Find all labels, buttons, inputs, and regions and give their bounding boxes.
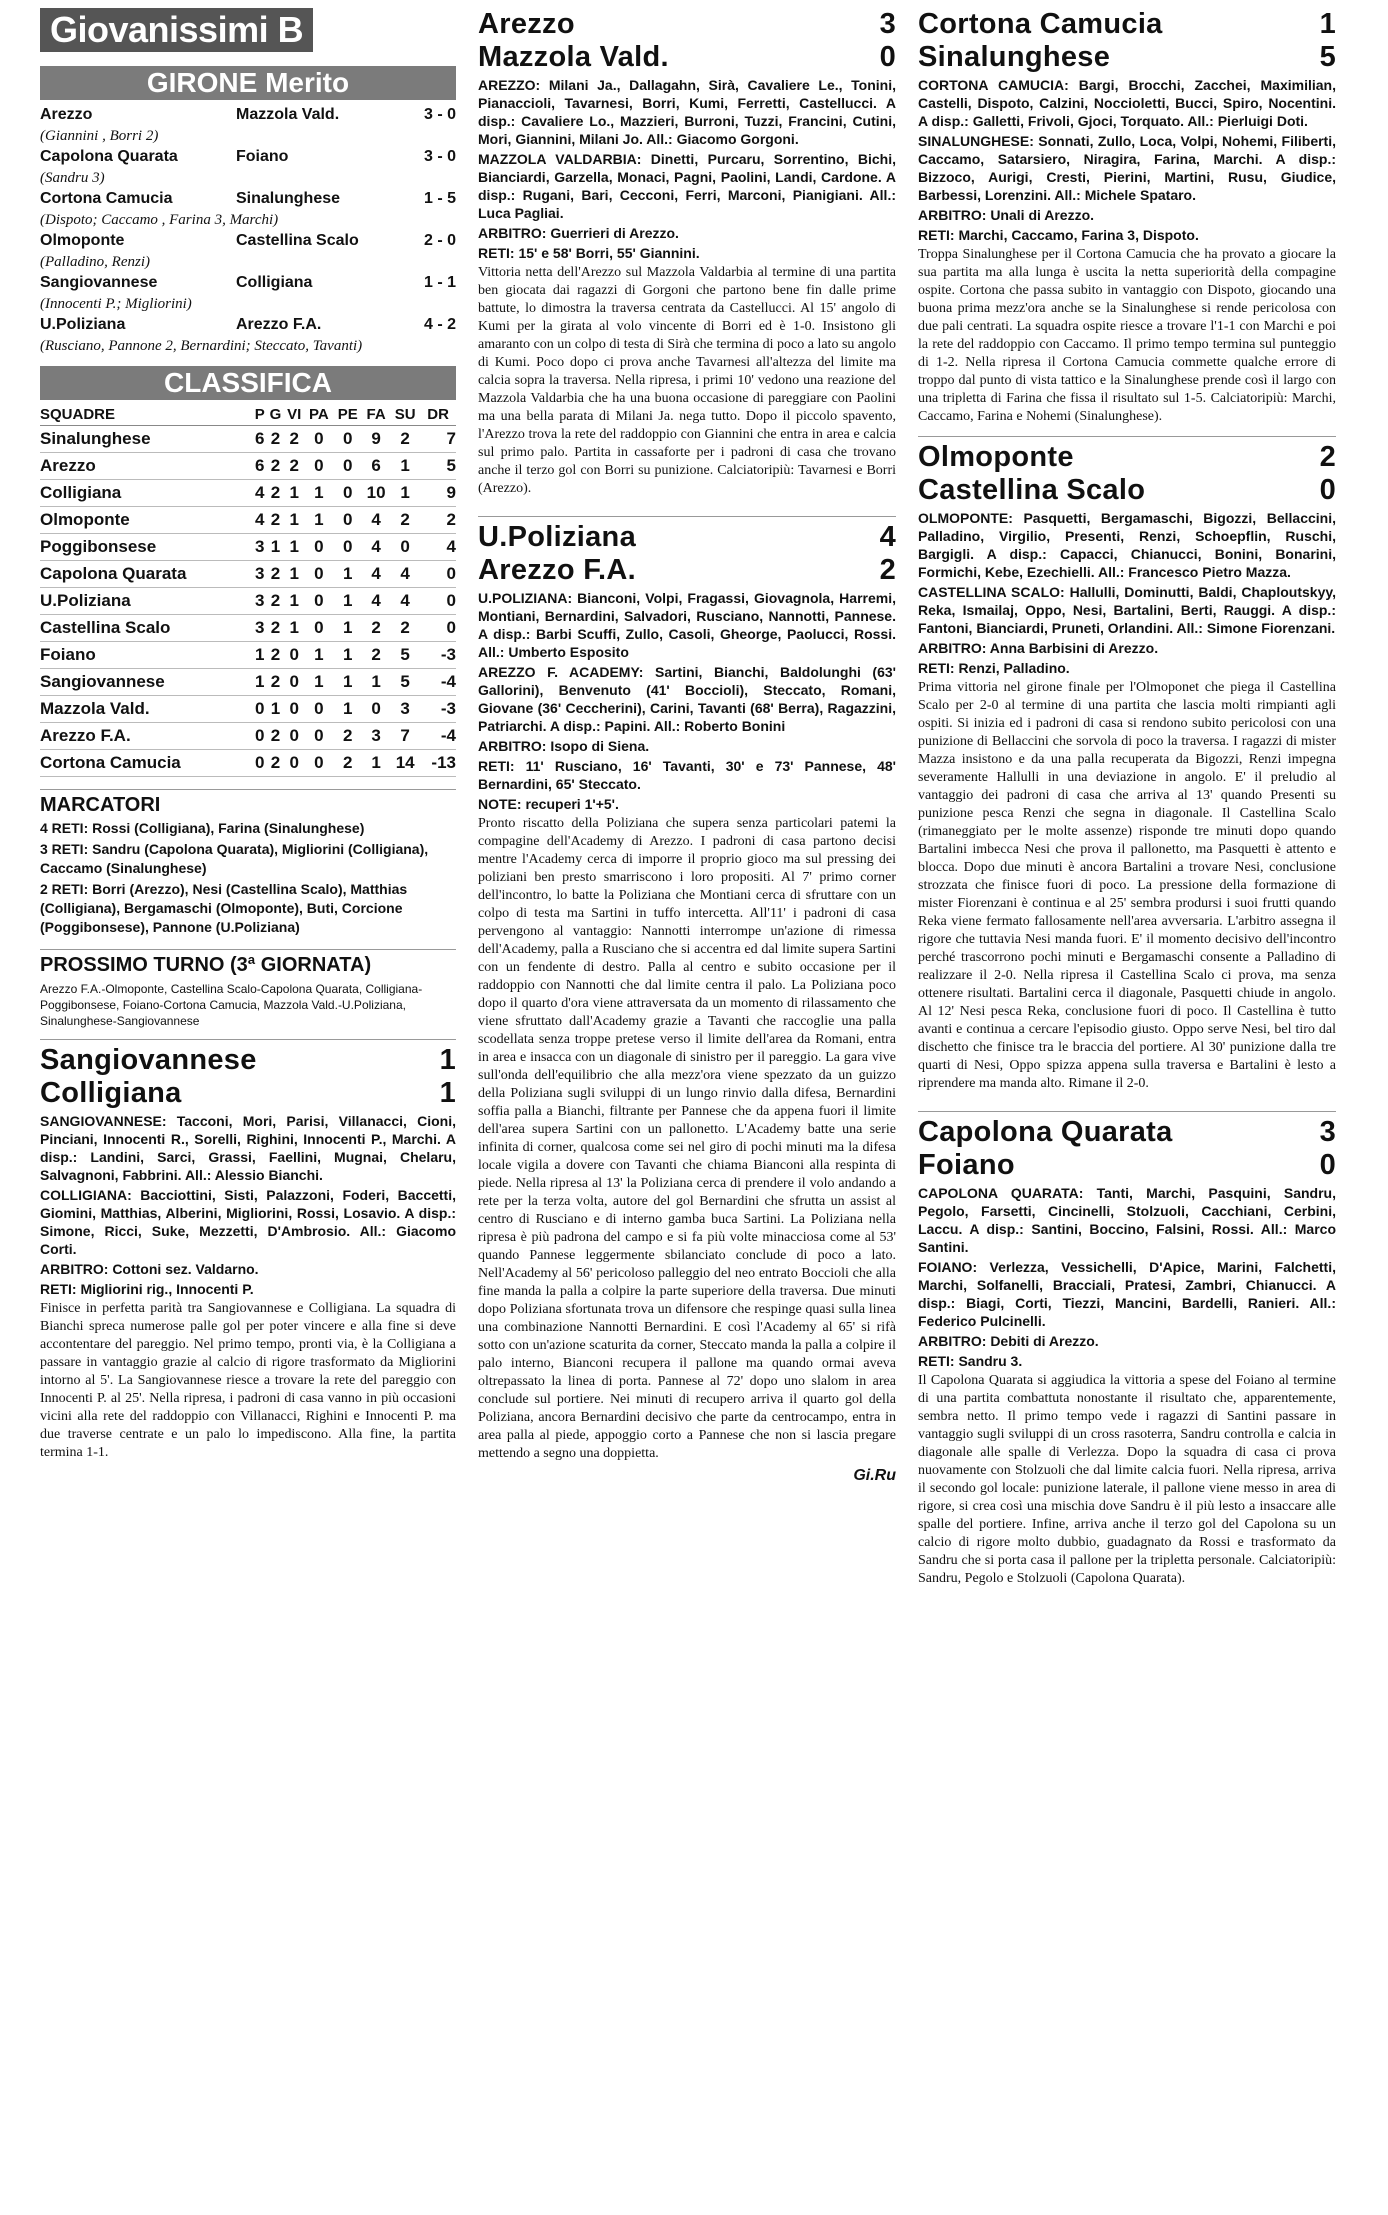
table-row [40, 588, 456, 615]
column-right [918, 8, 1336, 1588]
home-score: 2 [1319, 441, 1336, 473]
stat-cell: 1 [333, 561, 362, 588]
lineup-paragraph: NOTE: recuperi 1'+5'. [478, 796, 619, 812]
stat-cell: -4 [420, 723, 456, 750]
stat-cell: 1 [284, 534, 305, 561]
stat-cell: 2 [267, 426, 284, 453]
score: 2 - 0 [423, 232, 456, 249]
match-report [918, 436, 1336, 1093]
lineup-paragraph: RETI: Sandru 3. [918, 1353, 1023, 1369]
stat-cell: 1 [333, 642, 362, 669]
stat-cell: 2 [333, 723, 362, 750]
standings-table [40, 404, 456, 777]
column-header: PA [305, 404, 334, 426]
stat-cell: 2 [362, 615, 390, 642]
home-team: Arezzo [40, 106, 93, 123]
stat-cell: 0 [305, 750, 334, 777]
table-row [40, 507, 456, 534]
team-name: Arezzo [40, 453, 253, 480]
stat-cell: 0 [305, 615, 334, 642]
stat-cell: 4 [390, 588, 420, 615]
stat-cell: 1 [284, 588, 305, 615]
home-team: Arezzo [478, 8, 575, 40]
stat-cell: 0 [333, 534, 362, 561]
team-name: Olmoponte [40, 507, 253, 534]
match-header [478, 41, 896, 74]
home-score: 1 [1319, 8, 1336, 40]
stat-cell: 0 [305, 453, 334, 480]
team-name: Capolona Quarata [40, 561, 253, 588]
match-summary: Prima vittoria nel girone finale per l'Olmoponet che piega il Castellina Scalo per 2-0 al termine di una partita che lascia molti rimpianti agli ospiti. Si inizia ed i padroni di casa si rendono subito pericolosi con una punizione di Bellaccini che sorvola di poco la traversa. I ragazzi di mister Mazza insistono e da una palla recuperata da Bigozzi, Renzi impegna severamente Hallulli in una deviazione in angolo. E' il preludio al vantaggio dei padroni di casa che arriva al 13' quando Presenti su punizione pesca Renzi che segna in diagonale. Il Castellina Scalo (rimaneggiato per le molte assenze) risponde tre minuti dopo quando Bartalini imbecca Nesi che prova il pallonetto, ma Pasquetti è attento e blocca. Dopo due minuti è ancora Bartalini a trovare Nesi, conclusione strozzata che finisce fuori di poco. La pressione della formazione di mister Fiorenzani è continua e al 25' sembra prodursi i suoi frutti quando Reka viene fermato fallosamente nell'area avversaria. L'arbitro assegna il rigore che tuttavia Nesi manda fuori. E' il momento decisivo dell'incontro perché trascorrono pochi minuti e Bergamaschi consente a Palladino di realizzare il 2-0. Nella ripresa il Castellina Scalo ci prova, ma senza ottenere risultati. Bartalini cerca il diagonale, Pasquetti chiude in angolo. Al 12' Nesi pesca Reka, conclusione fuori di poco. Il Castellina è tutto avanti e continua a cercare l'episodio giusto. Oppo serve Nesi, bel tiro dal dischetto che finisce tra le braccia del portiere. Al 30' punizione dalla tre quarti di Nesi, Oppo spizza appena sulla traversa e Bartalini è lesto a riprendere ma manda alto. Rimane il 2-0. [918, 680, 1336, 1091]
stat-cell: 6 [253, 426, 268, 453]
lineup-paragraph: COLLIGIANA: Bacciottini, Sisti, Palazzoni, Foderi, Baccetti, Giomini, Matthias, Alberini, Migliorini, Rossi, Losavio. A disp.: Simone, Ricci, Suke, Mezzetti, D'Ambrosio. All.: Giacomo Corti. [40, 1187, 456, 1257]
team-name: Sinalunghese [40, 426, 253, 453]
lineup-paragraph: AREZZO F. ACADEMY: Sartini, Bianchi, Baldolunghi (63' Gallorini), Benvenuto (41' Boccioli), Steccato, Romani, Giovane (36' Ceccherini), Carini, Tavanti (68' Berra), Ragazzini, Patriarchi. A disp.: Papini. All.: Roberto Bonini [478, 664, 896, 734]
match-summary: Finisce in perfetta parità tra Sangiovannese e Colligiana. La squadra di Bianchi spreca numerose palle gol per poter vincere e alla fine si deve accontentare del pareggio. Nel primo tempo, pronti via, è la Colligiana a passare in vantaggio grazie al calcio di rigore trasformato da Migliorini intorno al 5'. La Sangiovannese riesce a trovare la rete del pareggio con Innocenti P. al 25'. Nella ripresa, i padroni di casa vanno in più occasioni vicini alla rete del raddoppio con Villanacci, Righini e Innocenti P. ma due traverse centrate e un palo lo impediscono. Alla fine, la partita termina 1-1. [40, 1301, 456, 1460]
match-report [40, 1039, 456, 1462]
scorers-line: (Giannini , Borri 2) [40, 128, 159, 144]
table-row [40, 426, 456, 453]
stat-cell: 2 [267, 750, 284, 777]
marcatori-list [40, 819, 456, 937]
stat-cell: 6 [253, 453, 268, 480]
match-header [478, 521, 896, 554]
table-row [40, 534, 456, 561]
stat-cell: 0 [284, 696, 305, 723]
match-header [478, 554, 896, 587]
column-left [40, 8, 456, 1462]
stat-cell: 3 [390, 696, 420, 723]
column-middle [478, 8, 896, 1485]
stat-cell: 4 [362, 534, 390, 561]
stat-cell: 4 [362, 507, 390, 534]
match-report [918, 8, 1336, 426]
stat-cell: 0 [284, 642, 305, 669]
away-score: 0 [1319, 1149, 1336, 1181]
stat-cell: 1 [284, 480, 305, 507]
score: 3 - 0 [423, 148, 456, 165]
stat-cell: 1 [333, 588, 362, 615]
stat-cell: 1 [267, 696, 284, 723]
away-team: Colligiana [40, 1077, 182, 1109]
stat-cell: 0 [305, 534, 334, 561]
lineup-paragraph: ARBITRO: Isopo di Siena. [478, 738, 650, 754]
lineup-paragraph: CORTONA CAMUCIA: Bargi, Brocchi, Zacchei, Maximilian, Castelli, Dispoto, Calzini, Noccioletti, Bucci, Spiro, Nocentini. A disp.: Galletti, Frivoli, Gjoci, Torquato. All.: Pierluigi Doti. [918, 77, 1336, 129]
result-row [40, 188, 456, 210]
lineup-paragraph: ARBITRO: Cottoni sez. Valdarno. [40, 1261, 259, 1277]
table-row [40, 723, 456, 750]
match-report [478, 516, 896, 1485]
lineup-paragraph: ARBITRO: Unali di Arezzo. [918, 207, 1095, 223]
column-header: P [253, 404, 268, 426]
lineup-paragraph: ARBITRO: Debiti di Arezzo. [918, 1333, 1099, 1349]
away-score: 1 [439, 1077, 456, 1109]
stat-cell: 2 [333, 750, 362, 777]
stat-cell: 2 [267, 723, 284, 750]
score: 1 - 1 [423, 274, 456, 291]
scorers-line: (Rusciano, Pannone 2, Bernardini; Steccato, Tavanti) [40, 338, 363, 354]
away-team: Castellina Scalo [236, 232, 359, 249]
stat-cell: 2 [267, 615, 284, 642]
lineup-paragraph: OLMOPONTE: Pasquetti, Bergamaschi, Bigozzi, Bellaccini, Palladino, Virgilio, Presenti, Renzi, Schoepflin, Ruschi, Bargigli. A disp.: Capacci, Chianucci, Bonini, Bonarini, Formichi, Kebe, Ezechielli. All.: Francesco Pietro Mazza. [918, 510, 1336, 580]
match-header [40, 1077, 456, 1110]
results-list [40, 104, 456, 356]
stat-cell: 4 [420, 534, 456, 561]
table-row [40, 642, 456, 669]
match-header [918, 41, 1336, 74]
home-score: 3 [879, 8, 896, 40]
lineup-paragraph: ARBITRO: Guerrieri di Arezzo. [478, 225, 679, 241]
stat-cell: 2 [267, 480, 284, 507]
match-summary: Troppa Sinalunghese per il Cortona Camucia che ha provato a giocare la sua partita ma alla lunga è uscita la netta superiorità della compagine ospite. Cortona che passa subito in vantaggio con Dispoto, giocando una buona prima mezz'ora anche se la Sinalunghese si rende pericolosa con due pali centrati. La squadra ospite riesce a trovare l'1-1 con Marchi e poi la rete del raddoppio con Caccamo. Il primo tempo termina sul punteggio di 1-2. Nella ripresa il Cortona Camucia commette qualche errore di troppo dal punto di vista tattico e la Sinalunghese prende così il largo con una tripletta di Farina che fissa il risultato sul 1-5. Calciatoripiù: Marchi, Caccamo, Farina e Nohemi (Sinalunghese). [918, 247, 1336, 424]
stat-cell: 1 [284, 615, 305, 642]
stat-cell: 0 [305, 723, 334, 750]
stat-cell: 2 [267, 642, 284, 669]
classifica-title: CLASSIFICA [40, 366, 456, 400]
away-team: Mazzola Vald. [478, 41, 669, 73]
girone-title: GIRONE Merito [40, 66, 456, 100]
lineup-paragraph: RETI: Renzi, Palladino. [918, 660, 1070, 676]
match-report [478, 8, 896, 498]
stat-cell: 9 [420, 480, 456, 507]
away-team: Castellina Scalo [918, 474, 1146, 506]
stat-cell: 2 [284, 426, 305, 453]
away-team: Arezzo F.A. [478, 554, 636, 586]
stat-cell: 5 [420, 453, 456, 480]
team-name: Sangiovannese [40, 669, 253, 696]
column-header: SQUADRE [40, 404, 253, 426]
stat-cell: 1 [253, 642, 268, 669]
match-header [918, 474, 1336, 507]
match-header [478, 8, 896, 41]
stat-cell: -3 [420, 696, 456, 723]
table-row [40, 561, 456, 588]
scorers-line: (Sandru 3) [40, 170, 105, 186]
stat-cell: 2 [267, 669, 284, 696]
stat-cell: 1 [390, 480, 420, 507]
stat-cell: 0 [305, 588, 334, 615]
stat-cell: 2 [362, 642, 390, 669]
home-score: 3 [1319, 1116, 1336, 1148]
scorer-line: 3 RETI: Sandru (Capolona Quarata), Migliorini (Colligiana), Caccamo (Sinalunghese) [40, 841, 429, 876]
stat-cell: -4 [420, 669, 456, 696]
lineup-paragraph: CASTELLINA SCALO: Hallulli, Dominutti, Baldi, Chaploutskyy, Reka, Ismailaj, Oppo, Nesi, Bartalini, Berti, Rauggi. A disp.: Fantoni, Bianciardi, Pruneti, Orlandini. All.: Simone Fiorenzani. [918, 584, 1336, 636]
stat-cell: 0 [305, 696, 334, 723]
result-row [40, 230, 456, 252]
stat-cell: 1 [305, 480, 334, 507]
stat-cell: 0 [333, 426, 362, 453]
scorers-line: (Palladino, Renzi) [40, 254, 150, 270]
match-header [918, 441, 1336, 474]
stat-cell: 2 [284, 453, 305, 480]
lineup-paragraph: MAZZOLA VALDARBIA: Dinetti, Purcaru, Sorrentino, Bichi, Bianciardi, Garzella, Monaci, Pagni, Paolini, Landi, Cardone. A disp.: Rugani, Bari, Cecconi, Ferri, Marconi, Pianigiani. All.: Luca Pagliai. [478, 151, 896, 221]
table-row [40, 750, 456, 777]
home-score: 4 [879, 521, 896, 553]
lineup-paragraph: SANGIOVANNESE: Tacconi, Mori, Parisi, Villanacci, Cioni, Pinciani, Innocenti R., Sorelli, Righini, Innocenti P., Marchi. A disp.: Landini, Sarci, Grassi, Faellini, Mugnai, Chelaru, Salvagnoni, Fabbrini. All.: Alessio Bianchi. [40, 1113, 456, 1183]
stat-cell: 10 [362, 480, 390, 507]
standings-header [40, 404, 456, 426]
team-name: Poggibonsese [40, 534, 253, 561]
marcatori-title: MARCATORI [40, 789, 456, 817]
stat-cell: 3 [362, 723, 390, 750]
match-header [918, 8, 1336, 41]
stat-cell: 2 [390, 615, 420, 642]
stat-cell: 0 [333, 453, 362, 480]
stat-cell: -13 [420, 750, 456, 777]
stat-cell: 0 [284, 750, 305, 777]
result-row [40, 314, 456, 336]
home-team: Capolona Quarata [40, 148, 178, 165]
prossimo-turno-text: Arezzo F.A.-Olmoponte, Castellina Scalo-Capolona Quarata, Colligiana-Poggibonsese, Foiano-Cortona Camucia, Mazzola Vald.-U.Poliziana, Sinalunghese-Sangiovannese [40, 982, 423, 1028]
author-signature: Gi.Ru [853, 1467, 896, 1484]
lineup-paragraph: AREZZO: Milani Ja., Dallagahn, Sirà, Cavaliere Le., Tonini, Pianaccioli, Tavarnesi, Borri, Kumi, Ferretti, Castellucci. A disp.: Cavaliere Lo., Mazzieri, Burroni, Tuzzi, Francini, Cutini, Mori, Giannini, Milani Jo. All.: Giacomo Gorgoni. [478, 77, 896, 147]
stat-cell: 0 [305, 561, 334, 588]
stat-cell: 0 [284, 723, 305, 750]
team-name: Foiano [40, 642, 253, 669]
away-team: Foiano [918, 1149, 1015, 1181]
stat-cell: 1 [333, 669, 362, 696]
away-team: Colligiana [236, 274, 313, 291]
result-row [40, 272, 456, 294]
away-score: 0 [879, 41, 896, 73]
section-title: Giovanissimi B [40, 8, 313, 52]
column-header: FA [362, 404, 390, 426]
match-summary: Vittoria netta dell'Arezzo sul Mazzola Valdarbia al termine di una partita ben giocata dai ragazzi di Gorgoni che partono bene fin dalle prime battute, lo dimostra la traversa centrata da Castellucci. Al 15' angolo di Kumi per la girata al volo vincente di Borri ed è 1-0. Insistono gli amaranto con un colpo di testa di Sirà che termina di poco a lato su angolo di Kumi. Poco dopo ci prova anche Tavarnesi all'altezza del limite ma calcia sopra la traversa. Nella ripresa, i primi 10' vedono una reazione del Mazzola Valdarbia che ha una buona occasione di pareggiare con Paolini ma una bella parata di Milani Ja. nega tutto. Dopo il piccolo spavento, l'Arezzo trova la rete del raddoppio con Giannini che entra in area e calcia sul primo palo. Partita in cassaforte per i padroni di casa che trovano anche il terzo gol con Borri su punizione. Calciatoripiù: Tavarnesi e Borri (Arezzo). [478, 265, 896, 496]
stat-cell: 0 [253, 696, 268, 723]
lineup-paragraph: FOIANO: Verlezza, Vessichelli, D'Apice, Marini, Falchetti, Marchi, Solfanelli, Bracciali, Pratesi, Zambri, Chianucci. A disp.: Biagi, Corti, Tiezzi, Mancini, Bardelli, Ranieri. All.: Federico Pulcinelli. [918, 1259, 1336, 1329]
stat-cell: 0 [333, 480, 362, 507]
stat-cell: 1 [305, 669, 334, 696]
home-team: Sangiovannese [40, 1044, 257, 1076]
lineup-paragraph: ARBITRO: Anna Barbisini di Arezzo. [918, 640, 1159, 656]
away-team: Sinalunghese [236, 190, 341, 207]
lineup-paragraph: RETI: 15' e 58' Borri, 55' Giannini. [478, 245, 700, 261]
score: 1 - 5 [423, 190, 456, 207]
stat-cell: 3 [253, 615, 268, 642]
away-score: 2 [879, 554, 896, 586]
stat-cell: 1 [284, 507, 305, 534]
stat-cell: 2 [267, 588, 284, 615]
team-name: Mazzola Vald. [40, 696, 253, 723]
table-row [40, 480, 456, 507]
stat-cell: 5 [390, 642, 420, 669]
stat-cell: 0 [305, 426, 334, 453]
score: 4 - 2 [423, 316, 456, 333]
column-header: SU [390, 404, 420, 426]
stat-cell: 0 [420, 615, 456, 642]
stat-cell: 0 [420, 588, 456, 615]
match-summary: Pronto riscatto della Poliziana che supera senza particolari patemi la compagine dell'Academy di Arezzo. I padroni di casa partono decisi mentre l'Academy cerca di imporre il proprio gioco ma sul pressing dei poliziani ben presto smarriscono i loro propositi. Al 7' primo corner dell'incontro, lo batte la Poliziana che Montiani cerca di sfruttare con un colpo di testa ma Sartini in tuffo intercetta. All'11' i padroni di casa pervengono al vantaggio: Nannotti interrompe un'azione di rimessa dell'Academy, palla a Rusciano che si accentra ed dal limite supera Sartini con un fendente di destro. Palla al centro e subito occasione per il raddoppio con Nannotti che dal limite centra il palo. La Poliziana poco dopo il quarto d'ora viene attraversata da un momento di rilassamento che viene sfruttato dall'Academy grazie a Tavanti che raccoglie una palla scodellata senza troppe pretese verso il limite dell'area da Romani, entra in area e insacca con un diagonale di sinistro per il pareggio. La gara vive sull'onda dell'equilibrio che alla mezz'ora viene spezzato da un guizzo della Poliziana sugli sviluppi di un lungo rinvio dalla difesa, Bernardini soffia palla a Bianchi, filtrante per Pannese che da appena fuori il limite dell'area supera Sartini con un pallonetto. L'Academy batte una serie infinita di corner, qualcosa come sei nel giro di pochi minuti ma la difesa locale vigila a dovere con Tavanti che chiama Bianconi alla respinta di piede. Nella ripresa al 13' la Poliziana cerca di prendere il volo andando a rete per la terza volta, autore del gol Bernardini che sfrutta un assist al centro di Rusciano e di interno gamba buca Sartini. La Poliziana nella ripresa è più padrona del campo e si fa più volte minacciosa come al 53' quando Pannese leggermente sbilanciato conclude di poco a lato. Nell'Academy al 56' pericoloso palleggio del neo entrato Boccioli che alla fine manda la palla a colpire la parte superiore della traversa. Due minuti dopo Poliziana sfortunata trova un difensore che respinge quasi sulla linea una combinazione Nannotti Bernardini. E così l'Academy al 65' si rifà sotto con un'azione scaturita da corner, Steccato manda la palla a colpire il palo interno, Bianconi recupera il pallone ma quando ormai aveva oltrepassato la linea di porta. Pannese al 72' dopo uno slalom in area conclude sul portiere. Nei minuti di recupero arriva il quarto gol della Poliziana, ancora Bernardini decisivo che parte da centrocampo, entra in area palla al piede, appoggio corto a Pannese che non si lascia pregare mettendo a segno una doppietta. [478, 816, 896, 1461]
stat-cell: 0 [333, 507, 362, 534]
home-team: Olmoponte [40, 232, 125, 249]
table-row [40, 696, 456, 723]
home-team: Cortona Camucia [918, 8, 1163, 40]
stat-cell: 1 [253, 669, 268, 696]
column-header: PE [333, 404, 362, 426]
stat-cell: 0 [253, 750, 268, 777]
stat-cell: 14 [390, 750, 420, 777]
lineup-paragraph: RETI: Marchi, Caccamo, Farina 3, Dispoto. [918, 227, 1199, 243]
lineup-paragraph: SINALUNGHESE: Sonnati, Zullo, Loca, Volpi, Nohemi, Filiberti, Caccamo, Satarsiero, Niragira, Farina, Marchi. A disp.: Bizzoco, Aurigi, Cresti, Pierini, Martini, Rusu, Giudice, Barbessi, Lorenzini. All.: Michele Spataro. [918, 133, 1336, 203]
stat-cell: 2 [390, 507, 420, 534]
lineup-paragraph: U.POLIZIANA: Bianconi, Volpi, Fragassi, Giovagnola, Harremi, Montiani, Bernardini, Salvadori, Rusciano, Nannotti, Pannese. A disp.: Barbi Scuffi, Zullo, Casoli, Gheorge, Paolucci, Rossi. All.: Umberto Esposito [478, 590, 896, 660]
stat-cell: 4 [390, 561, 420, 588]
stat-cell: 4 [362, 561, 390, 588]
match-summary: Il Capolona Quarata si aggiudica la vittoria a spese del Foiano al termine di una partita combattuta nonostante il risultato che, apparentemente, sembra netto. Il primo tempo vede i ragazzi di Santini passare in vantaggio sugli sviluppi di un cross rasoterra, Sandru controlla e calcia in diagonale alle spalle di Verlezza. Dopo la squadra di casa ci prova nuovamente con Stolzuoli che dal limite calcia fuori. Nella ripresa, arriva il secondo gol locale: punizione laterale, il pallone viene messo in area di rigore, si crea così una mischia dove Sandru è il più lesto a insaccare alle spalle del portiere. Infine, arriva anche il terzo gol del Capolona su un calcio di rigore molto dubbio, guadagnato da Rossi e trasformato da Sandru che si porta casa il pallone per la tripletta personale. Calciatoripiù: Sandru, Pegolo e Stolzuoli (Capolona Quarata). [918, 1373, 1336, 1586]
stat-cell: 1 [333, 696, 362, 723]
stat-cell: 1 [390, 453, 420, 480]
stat-cell: 1 [362, 750, 390, 777]
away-team: Mazzola Vald. [236, 106, 340, 123]
stat-cell: 0 [253, 723, 268, 750]
stat-cell: 5 [390, 669, 420, 696]
away-team: Foiano [236, 148, 289, 165]
away-score: 5 [1319, 41, 1336, 73]
lineup-paragraph: RETI: Migliorini rig., Innocenti P. [40, 1281, 254, 1297]
away-team: Sinalunghese [918, 41, 1111, 73]
stat-cell: 1 [305, 642, 334, 669]
home-score: 1 [439, 1044, 456, 1076]
column-header: G [267, 404, 284, 426]
stat-cell: 0 [390, 534, 420, 561]
stat-cell: 4 [362, 588, 390, 615]
stat-cell: 2 [420, 507, 456, 534]
stat-cell: -3 [420, 642, 456, 669]
stat-cell: 6 [362, 453, 390, 480]
away-team: Arezzo F.A. [236, 316, 322, 333]
stat-cell: 1 [305, 507, 334, 534]
stat-cell: 4 [253, 480, 268, 507]
match-header [918, 1116, 1336, 1149]
stat-cell: 2 [390, 426, 420, 453]
lineup-paragraph: RETI: 11' Rusciano, 16' Tavanti, 30' e 73' Pannese, 48' Bernardini, 65' Steccato. [478, 758, 896, 792]
team-name: Colligiana [40, 480, 253, 507]
team-name: U.Poliziana [40, 588, 253, 615]
stat-cell: 4 [253, 507, 268, 534]
match-header [918, 1149, 1336, 1182]
stat-cell: 3 [253, 561, 268, 588]
home-team: U.Poliziana [40, 316, 126, 333]
prossimo-turno-title: PROSSIMO TURNO (3ª GIORNATA) [40, 949, 456, 977]
scorers-line: (Dispoto; Caccamo , Farina 3, Marchi) [40, 212, 279, 228]
stat-cell: 2 [267, 561, 284, 588]
team-name: Arezzo F.A. [40, 723, 253, 750]
result-row [40, 104, 456, 126]
score: 3 - 0 [423, 106, 456, 123]
home-team: U.Poliziana [478, 521, 636, 553]
match-header [40, 1044, 456, 1077]
stat-cell: 3 [253, 588, 268, 615]
stat-cell: 1 [362, 669, 390, 696]
team-name: Cortona Camucia [40, 750, 253, 777]
stat-cell: 2 [267, 453, 284, 480]
home-team: Capolona Quarata [918, 1116, 1173, 1148]
home-team: Cortona Camucia [40, 190, 173, 207]
stat-cell: 2 [267, 507, 284, 534]
home-team: Olmoponte [918, 441, 1074, 473]
stat-cell: 7 [390, 723, 420, 750]
stat-cell: 0 [284, 669, 305, 696]
column-header: DR [420, 404, 456, 426]
scorers-line: (Innocenti P.; Migliorini) [40, 296, 192, 312]
lineup-paragraph: CAPOLONA QUARATA: Tanti, Marchi, Pasquini, Sandru, Pegolo, Farsetti, Cincinelli, Stolzuoli, Cacchiani, Cerbini, Laccu. A disp.: Santini, Boccino, Falsini, Rossi. All.: Marco Santini. [918, 1185, 1336, 1255]
stat-cell: 9 [362, 426, 390, 453]
stat-cell: 1 [333, 615, 362, 642]
stat-cell: 0 [420, 561, 456, 588]
table-row [40, 669, 456, 696]
stat-cell: 1 [267, 534, 284, 561]
stat-cell: 1 [284, 561, 305, 588]
stat-cell: 3 [253, 534, 268, 561]
team-name: Castellina Scalo [40, 615, 253, 642]
column-header: VI [284, 404, 305, 426]
away-score: 0 [1319, 474, 1336, 506]
stat-cell: 0 [362, 696, 390, 723]
home-team: Sangiovannese [40, 274, 158, 291]
table-row [40, 615, 456, 642]
result-row [40, 146, 456, 168]
scorer-line: 2 RETI: Borri (Arezzo), Nesi (Castellina Scalo), Matthias (Colligiana), Bergamaschi (Olmoponte), Buti, Corcione (Poggibonsese), Pannone (U.Poliziana) [40, 881, 408, 935]
table-row [40, 453, 456, 480]
scorer-line: 4 RETI: Rossi (Colligiana), Farina (Sinalunghese) [40, 820, 365, 836]
stat-cell: 7 [420, 426, 456, 453]
match-report [918, 1111, 1336, 1588]
